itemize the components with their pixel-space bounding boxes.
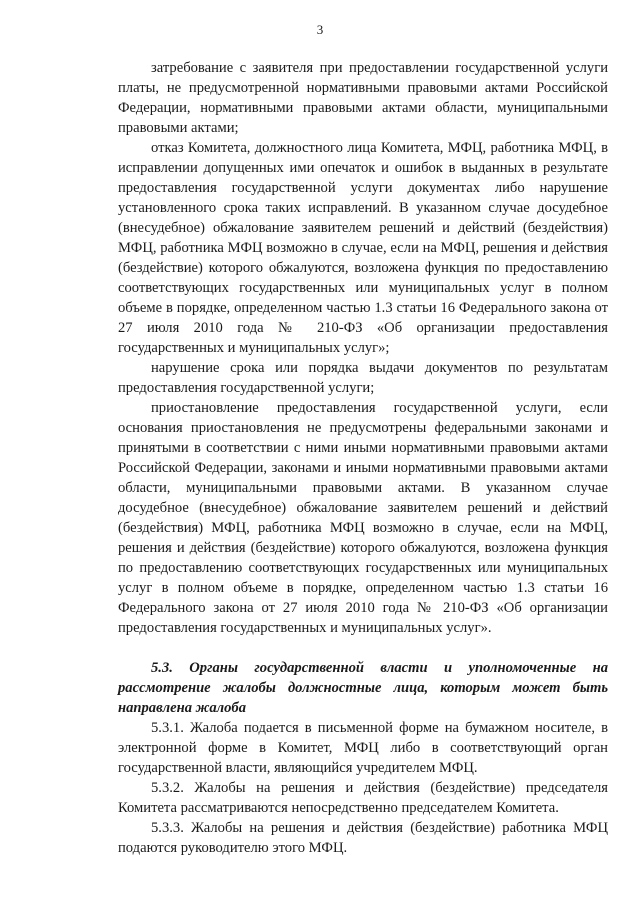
paragraph: отказ Комитета, должностного лица Комитета, МФЦ, работника МФЦ, в исправлении допущенных ими опечаток и ошибок в выданных в результате предоставления государственной услуги документах либо нарушение установленного срока таких исправлений. В указанном случае досудебное (внесудебное) обжалование заявителем решений и действий (бездействия) МФЦ, работника МФЦ возможно в случае, если на МФЦ, решения и действия (бездействие) которого обжалуются, возложена функция по предоставлению соответствующих государственных или муниципальных услуг в полном объеме в порядке, определенном частью 1.3 статьи 16 Федерального закона от 27 июля 2010 года № 210-ФЗ «Об организации предоставления государственных и муниципальных услуг»; <box>118 140 608 356</box>
paragraph: нарушение срока или порядка выдачи документов по результатам предоставления государственной услуги; <box>118 360 608 396</box>
section-heading: 5.3. Органы государственной власти и уполномоченные на рассмотрение жалобы должностные лица, которым может быть направлена жалоба <box>118 660 608 716</box>
section-item: 5.3.1. Жалоба подается в письменной форме на бумажном носителе, в электронной форме в Комитет, МФЦ либо в соответствующий орган государственной власти, являющийся учредителем МФЦ. <box>118 720 608 776</box>
section-item: 5.3.3. Жалобы на решения и действия (бездействие) работника МФЦ подаются руководителю этого МФЦ. <box>118 820 608 856</box>
paragraph: затребование с заявителя при предоставлении государственной услуги платы, не предусмотренной нормативными правовыми актами Российской Федерации, нормативными правовыми актами области, муниципальными правовыми актами; <box>118 60 608 136</box>
paragraph: приостановление предоставления государственной услуги, если основания приостановления не предусмотрены федеральными законами и принятыми в соответствии с ними иными нормативными правовыми актами Российской Федерации, законами и иными нормативными правовыми актами области, муниципальными правовыми актами. В указанном случае досудебное (внесудебное) обжалование заявителем решений и действий (бездействия) МФЦ, работника МФЦ возможно в случае, если на МФЦ, решения и действия (бездействие) которого обжалуются, возложена функция по предоставлению соответствующих государственных или муниципальных услуг в полном объеме в порядке, определенном частью 1.3 статьи 16 Федерального закона от 27 июля 2010 года № 210-ФЗ «Об организации предоставления государственных и муниципальных услуг». <box>118 400 608 636</box>
document-body <box>118 58 608 858</box>
page-number: 3 <box>316 22 324 37</box>
section-item: 5.3.2. Жалобы на решения и действия (бездействие) председателя Комитета рассматриваются непосредственно председателем Комитета. <box>118 780 608 816</box>
